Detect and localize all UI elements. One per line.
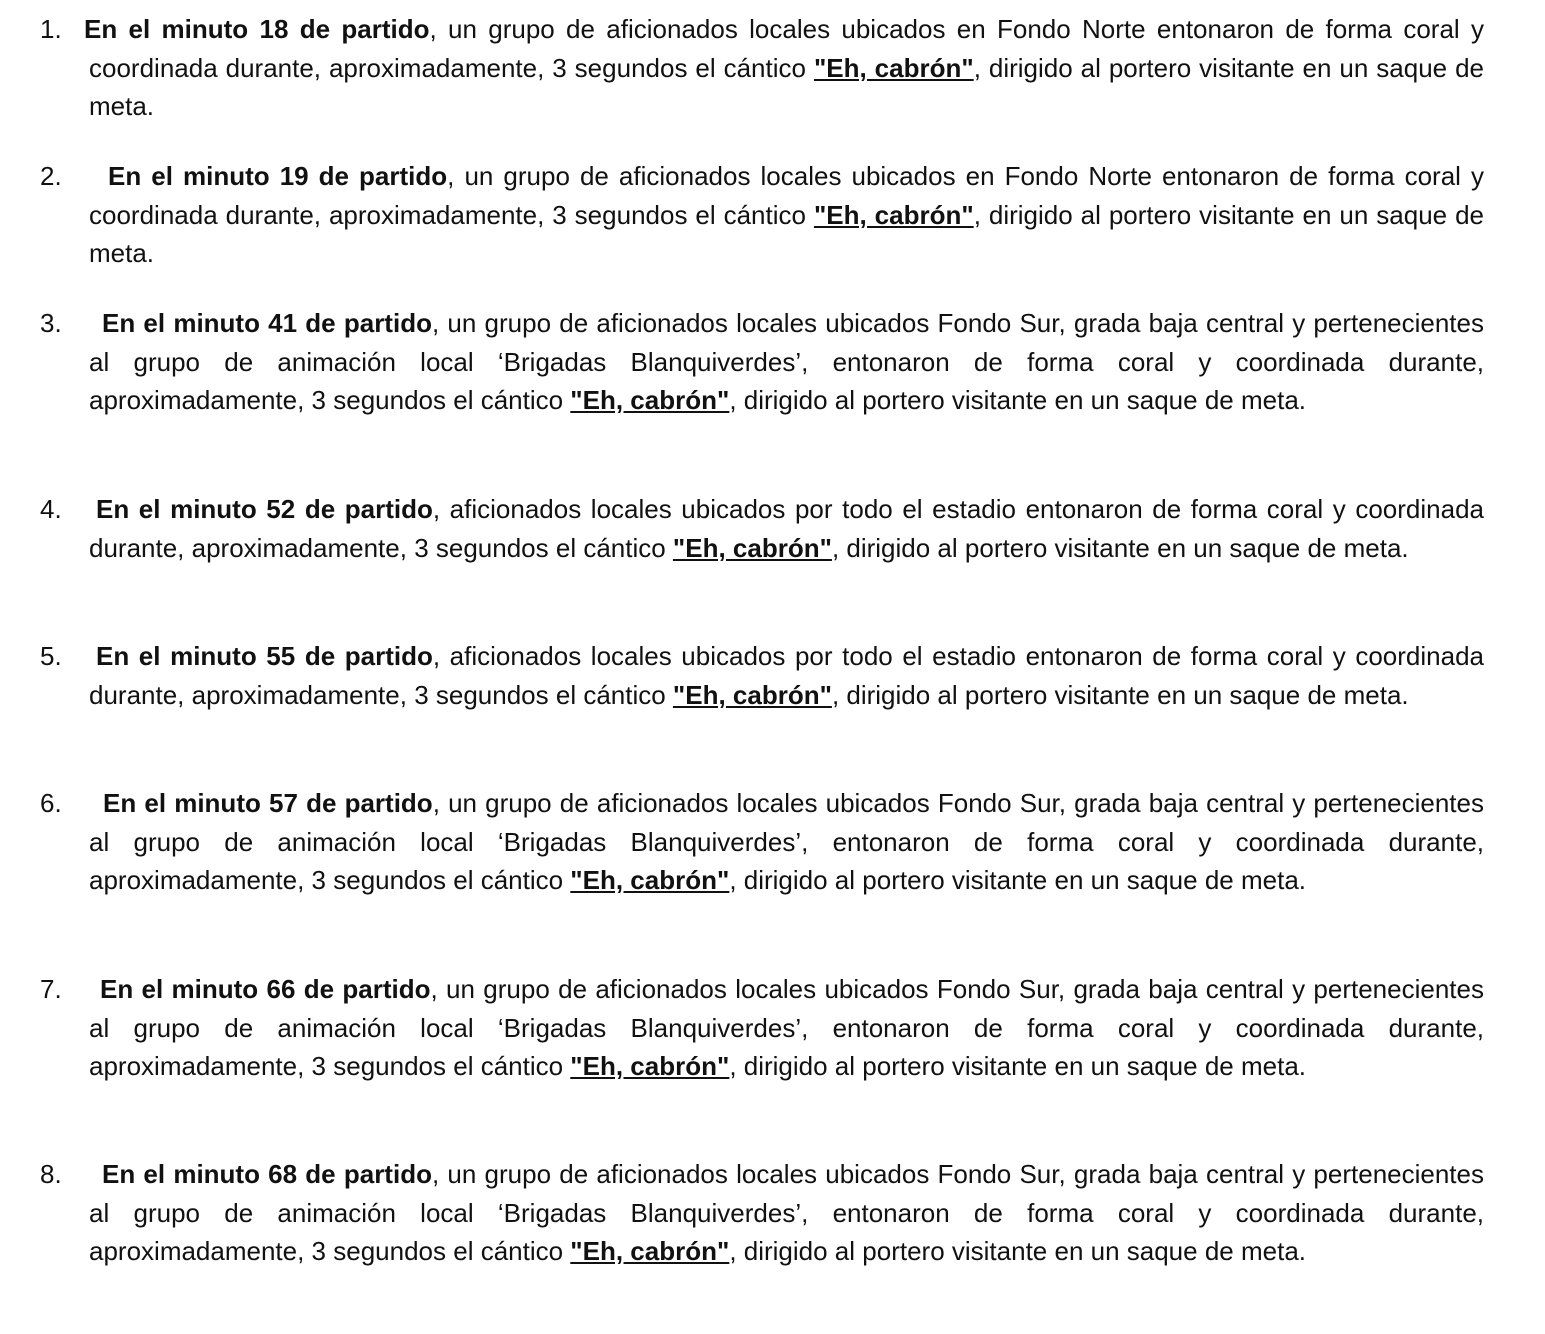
item-paragraph <box>89 1155 1484 1271</box>
item-number: 8. <box>40 1159 62 1189</box>
item-tail: , dirigido al portero visitante en un saque de meta. <box>729 1236 1306 1266</box>
item-lead: En el minuto 18 de partido <box>84 14 430 44</box>
item-tail: , dirigido al portero visitante en un saque de meta. <box>729 385 1306 415</box>
item-number: 5. <box>40 641 62 671</box>
item-chant: "Eh, cabrón" <box>813 52 974 83</box>
item-paragraph <box>89 490 1484 567</box>
item-paragraph <box>84 10 1484 126</box>
item-tail: , dirigido al portero visitante en un saque de meta. <box>729 1051 1306 1081</box>
item-number: 6. <box>40 788 62 818</box>
item-chant: "Eh, cabrón" <box>813 199 974 230</box>
item-paragraph <box>89 304 1484 420</box>
item-chant: "Eh, cabrón" <box>672 532 832 563</box>
item-number: 7. <box>40 974 62 1004</box>
item-paragraph <box>89 784 1484 900</box>
item-body: , un grupo de aficionados locales ubicados en Fondo Norte entonaron de forma coral y coordinada durante, aproximadamente, 3 segundos el cántico <box>89 14 1484 83</box>
item-tail: , dirigido al portero visitante en un saque de meta. <box>831 679 1409 710</box>
item-chant: "Eh, cabrón" <box>672 679 832 710</box>
item-number: 3. <box>40 308 62 338</box>
item-lead: En el minuto 57 de partido <box>103 788 433 818</box>
item-chant: "Eh, cabrón" <box>570 865 730 895</box>
item-tail: , dirigido al portero visitante en un saque de meta. <box>89 52 1484 121</box>
item-paragraph <box>89 637 1484 714</box>
item-body: , un grupo de aficionados locales ubicados Fondo Sur, grada baja central y pertenecientes al grupo de animación local ‘Brigadas Blanquiverdes’, entonaron de forma coral y coordinada durante, aproximadamente, 3 segundos el cántico <box>89 974 1484 1081</box>
item-body: , un grupo de aficionados locales ubicados Fondo Sur, grada baja central y pertenecientes al grupo de animación local ‘Brigadas Blanquiverdes’, entonaron de forma coral y coordinada durante, aproximadamente, 3 segundos el cántico <box>89 1159 1484 1266</box>
item-body: , aficionados locales ubicados por todo el estadio entonaron de forma coral y coordinada durante, aproximadamente, 3 segundos el cántico <box>89 494 1484 563</box>
item-number: 1. <box>40 14 62 44</box>
item-body: , un grupo de aficionados locales ubicados Fondo Sur, grada baja central y pertenecientes al grupo de animación local ‘Brigadas Blanquiverdes’, entonaron de forma coral y coordinada durante, aproximadamente, 3 segundos el cántico <box>89 788 1484 895</box>
item-chant: "Eh, cabrón" <box>570 1236 730 1266</box>
item-body: , un grupo de aficionados locales ubicados Fondo Sur, grada baja central y pertenecientes al grupo de animación local ‘Brigadas Blanquiverdes’, entonaron de forma coral y coordinada durante, aproximadamente, 3 segundos el cántico <box>89 308 1484 415</box>
item-chant: "Eh, cabrón" <box>570 385 730 415</box>
item-paragraph <box>89 157 1484 273</box>
item-body: , aficionados locales ubicados por todo el estadio entonaron de forma coral y coordinada durante, aproximadamente, 3 segundos el cántico <box>89 641 1484 710</box>
item-lead: En el minuto 55 de partido <box>96 641 433 671</box>
item-lead: En el minuto 41 de partido <box>102 308 432 338</box>
item-lead: En el minuto 52 de partido <box>96 494 433 524</box>
item-lead: En el minuto 68 de partido <box>102 1159 432 1189</box>
item-paragraph <box>89 970 1484 1086</box>
item-chant: "Eh, cabrón" <box>570 1051 730 1081</box>
item-lead: En el minuto 66 de partido <box>100 974 431 1004</box>
item-lead: En el minuto 19 de partido <box>108 161 448 191</box>
item-tail: , dirigido al portero visitante en un saque de meta. <box>729 865 1306 895</box>
item-tail: , dirigido al portero visitante en un saque de meta. <box>89 199 1484 268</box>
item-body: , un grupo de aficionados locales ubicados en Fondo Norte entonaron de forma coral y coordinada durante, aproximadamente, 3 segundos el cántico <box>89 161 1485 230</box>
item-number: 4. <box>40 494 62 524</box>
item-tail: , dirigido al portero visitante en un saque de meta. <box>831 532 1409 563</box>
item-number: 2. <box>40 161 62 191</box>
